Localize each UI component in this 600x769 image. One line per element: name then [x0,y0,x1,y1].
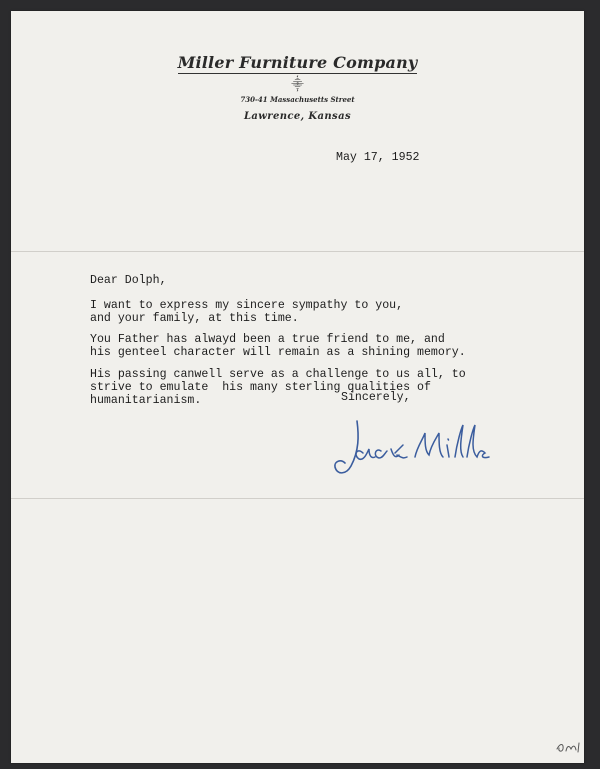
letter-paragraph-2: You Father has alwayd been a true friend to me, and his genteel character will remain as a shining memory. [90,333,466,360]
company-name: Miller Furniture Company [177,53,418,72]
letter-paragraph-3: His passing canwell serve as a challenge to us all, to strive to emulate his many sterling qualities of humanitarianism. [90,368,466,408]
letter-paragraph-1: I want to express my sincere sympathy to you, and your family, at this time. [90,299,404,326]
fold-line-upper [11,251,584,252]
company-street-address: 730-41 Massachusetts Street [240,95,355,104]
letterhead-ornament-icon: ⸎ [291,77,304,91]
fold-line-lower [11,498,584,499]
letter-paper [11,11,584,763]
letter-salutation: Dear Dolph, [90,274,167,287]
letter-closing: Sincerely, [341,391,411,404]
letter-date: May 17, 1952 [336,151,420,164]
company-city: Lawrence, Kansas [243,111,351,122]
handwritten-signature [329,411,499,481]
handwritten-margin-mark [554,737,584,757]
